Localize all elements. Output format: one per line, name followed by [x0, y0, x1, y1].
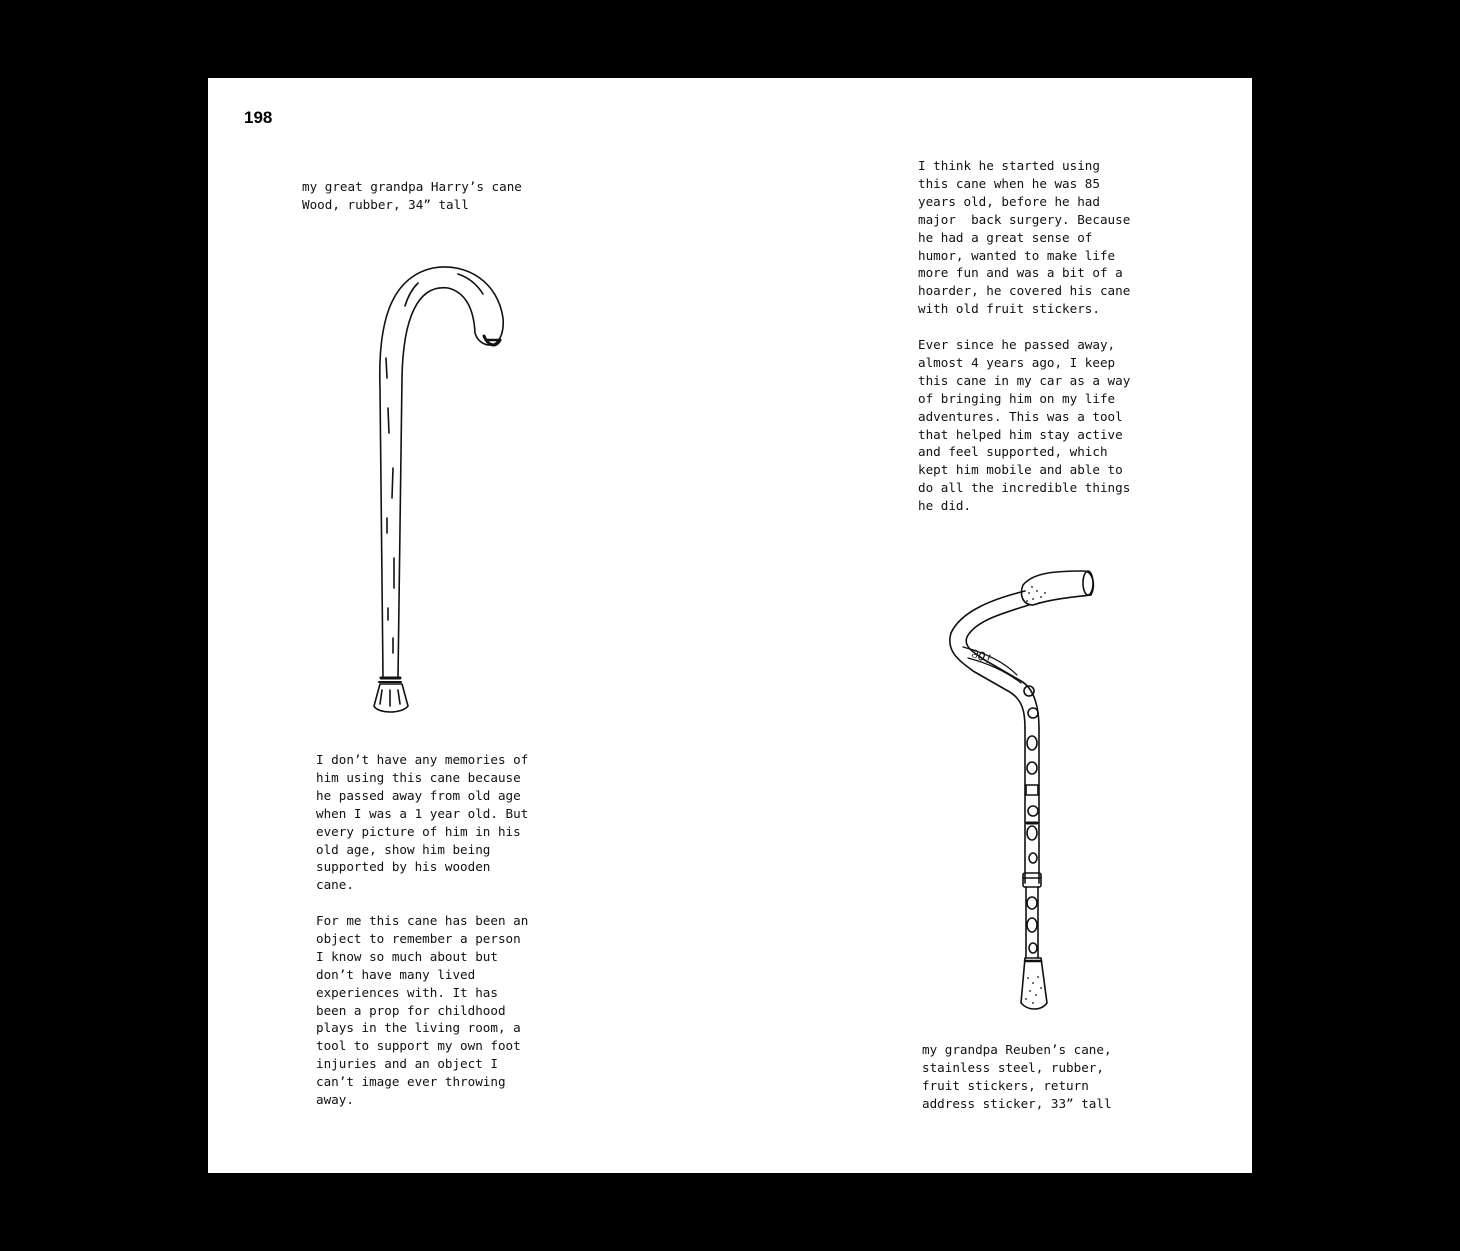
text-line: I think he started using	[918, 158, 1100, 173]
text-line: been a prop for childhood	[316, 1002, 506, 1018]
text-line: more fun and was a bit of a	[918, 265, 1123, 281]
caption-line: stainless steel, rubber,	[922, 1059, 1104, 1075]
text-line: with old fruit stickers.	[918, 301, 1100, 317]
text-line: do all the incredible things	[918, 480, 1131, 496]
text-line: humor, wanted to make life	[918, 247, 1116, 263]
wooden-cane-drawing-icon	[358, 258, 538, 733]
text-line: this cane when he was 85	[918, 175, 1100, 191]
text-line: can’t image ever throwing	[316, 1074, 506, 1090]
svg-text:ϨO!: ϨO!	[969, 646, 995, 667]
caption-line: address sticker, 33” tall	[922, 1095, 1112, 1111]
text-line: this cane in my car as a way	[918, 372, 1131, 388]
text-line: injuries and an object I	[316, 1056, 498, 1072]
text-line: of bringing him on my life	[918, 390, 1116, 406]
caption-line: fruit stickers, return	[922, 1077, 1089, 1093]
text-line: and feel supported, which	[918, 444, 1108, 460]
text-line: For me this cane has been an	[316, 913, 529, 928]
caption-reuben-cane	[922, 1041, 1112, 1113]
text-line: plays in the living room, a	[316, 1020, 521, 1036]
text-line: object to remember a person	[316, 930, 521, 946]
text-line: he had a great sense of	[918, 229, 1093, 245]
text-line: I know so much about but	[316, 948, 498, 964]
text-line: old age, show him being	[316, 841, 491, 857]
text-line: supported by his wooden	[316, 859, 491, 875]
caption-line: my grandpa Reuben’s cane,	[922, 1042, 1112, 1057]
text-line: that helped him stay active	[918, 426, 1123, 442]
paragraph-object-to-remember	[316, 912, 528, 1109]
paragraph-ever-since	[918, 336, 1130, 515]
paragraph-started-using	[918, 157, 1130, 318]
text-line: major back surgery. Because	[918, 211, 1131, 227]
caption-harry-cane	[302, 178, 522, 214]
text-line: kept him mobile and able to	[918, 462, 1123, 478]
text-line: years old, before he had	[918, 193, 1100, 209]
caption-line: Wood, rubber, 34” tall	[302, 196, 469, 212]
text-line: every picture of him in his	[316, 823, 521, 839]
steel-cane-with-stickers-drawing-icon	[933, 563, 1113, 1018]
text-line: he did.	[918, 498, 972, 514]
text-line: adventures. This was a tool	[918, 408, 1123, 424]
text-line: he passed away from old age	[316, 787, 521, 803]
text-line: almost 4 years ago, I keep	[918, 354, 1116, 370]
text-line: cane.	[316, 877, 354, 893]
text-line: away.	[316, 1092, 354, 1108]
page-number: 198	[244, 108, 273, 127]
paragraph-memories	[316, 751, 528, 894]
text-line: experiences with. It has	[316, 984, 498, 1000]
text-line: hoarder, he covered his cane	[918, 283, 1131, 299]
book-spread	[208, 78, 1252, 1173]
text-line: tool to support my own foot	[316, 1038, 521, 1054]
caption-line: my great grandpa Harry’s cane	[302, 179, 522, 194]
text-line: Ever since he passed away,	[918, 337, 1116, 352]
text-line: him using this cane because	[316, 769, 521, 785]
text-line: I don’t have any memories of	[316, 752, 529, 767]
text-line: don’t have many lived	[316, 966, 476, 982]
text-line: when I was a 1 year old. But	[316, 805, 529, 821]
